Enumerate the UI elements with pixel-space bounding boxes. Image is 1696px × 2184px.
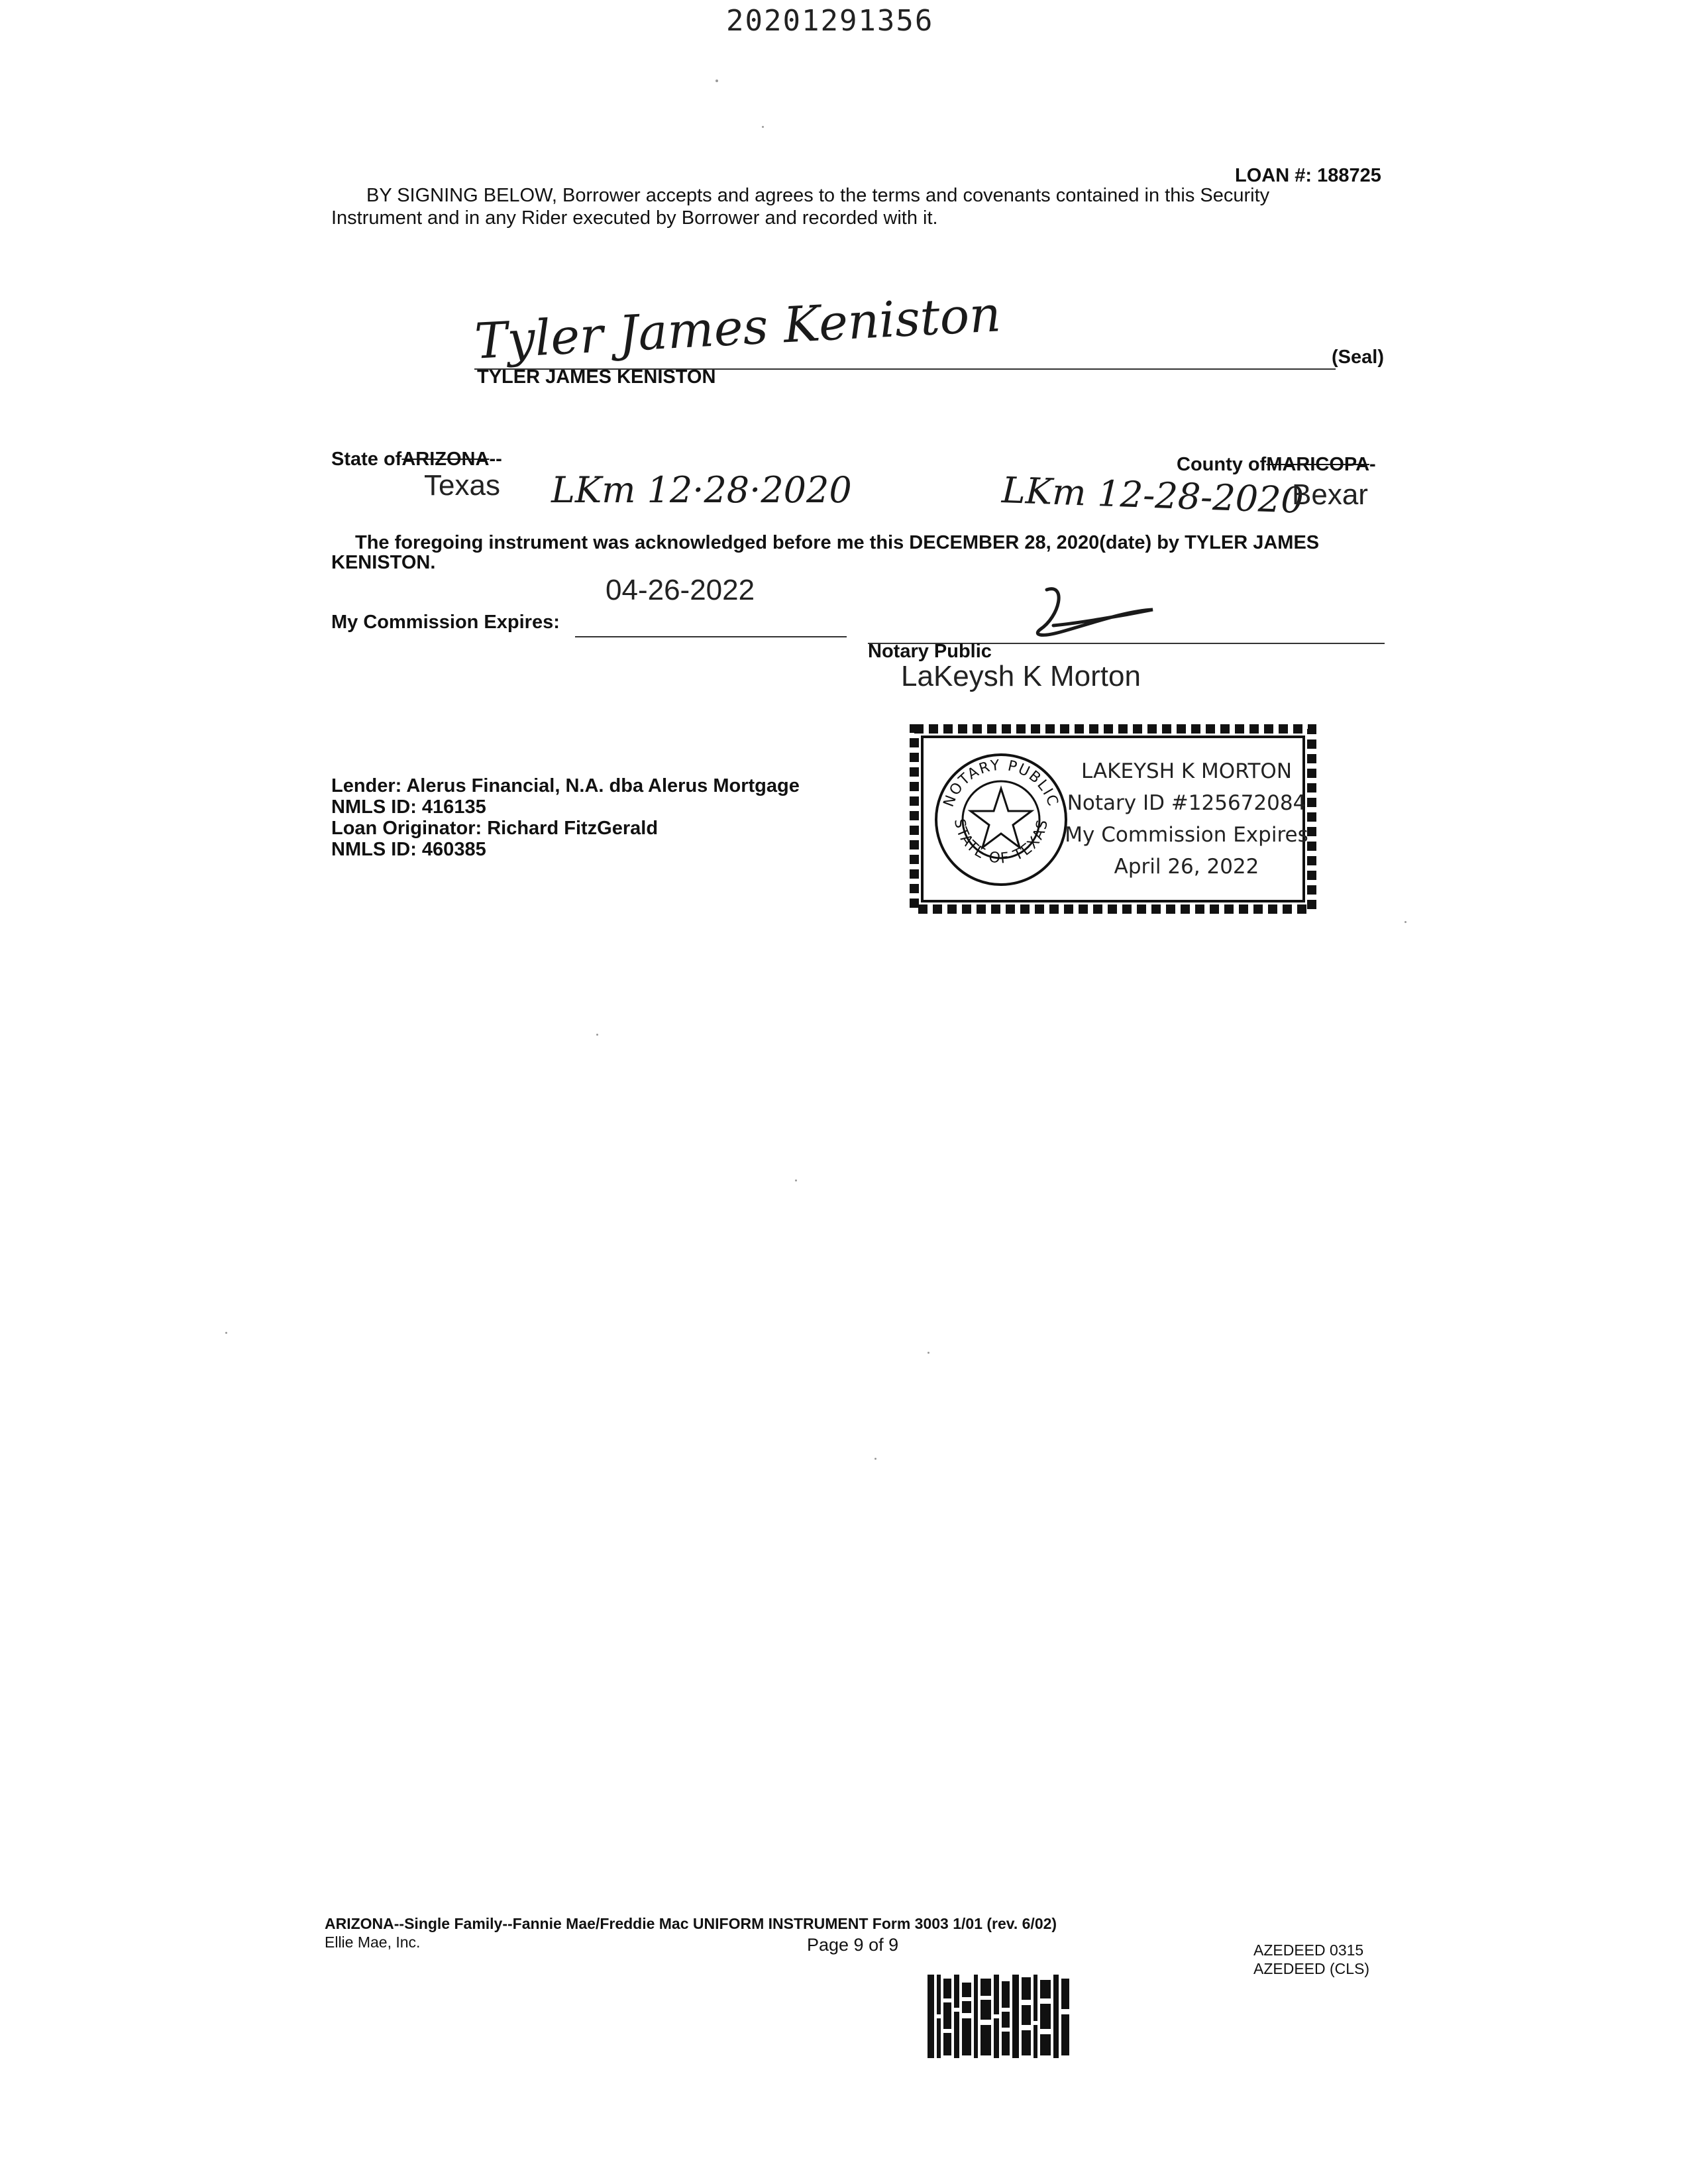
commission-expires-label: My Commission Expires: <box>331 612 560 633</box>
footer-page: Page 9 of 9 <box>807 1935 899 1955</box>
scan-speck <box>795 1179 797 1181</box>
county-initials: LKm 12-28-2020 <box>1001 469 1304 521</box>
notary-statement-line1: The foregoing instrument was acknowledged before me this DECEMBER 28, 2020(date) by TYLER JAMES <box>355 532 1320 553</box>
county-label: County of <box>1177 454 1267 475</box>
borrower-name: TYLER JAMES KENISTON <box>477 366 716 388</box>
county-of-label <box>1177 453 1376 476</box>
state-label: State of <box>331 449 402 470</box>
state-of-label <box>331 448 502 470</box>
scan-speck <box>716 80 718 82</box>
scan-speck <box>596 1034 598 1036</box>
lender-line: Lender: Alerus Financial, N.A. dba Alerus Mortgage <box>331 775 800 796</box>
barcode-icon <box>925 1972 1076 2061</box>
loan-originator-line: Loan Originator: Richard FitzGerald <box>331 818 659 839</box>
stamp-ring-bottom: STATE OF TEXAS <box>950 817 1052 867</box>
svg-text:STATE OF TEXAS <box>951 818 1051 867</box>
originator-nmls: NMLS ID: 460385 <box>331 839 486 860</box>
stamp-expires-label: My Commission Expires <box>1065 823 1308 847</box>
state-initials: LKm 12·28·2020 <box>551 469 852 511</box>
loan-number-label: LOAN #: <box>1235 165 1312 186</box>
scan-speck <box>762 126 764 128</box>
lender-nmls: NMLS ID: 416135 <box>331 796 486 818</box>
state-dashes: -- <box>489 449 502 470</box>
loan-number <box>1235 164 1381 187</box>
state-struck: ARIZONA <box>401 449 490 470</box>
borrower-signature: Tyler James Keniston <box>473 286 1002 370</box>
svg-text:NOTARY PUBLIC <box>941 757 1061 810</box>
scan-speck <box>874 1458 876 1460</box>
notary-printed-name: LaKeysh K Morton <box>901 660 1141 692</box>
notary-seal-icon <box>931 750 1071 889</box>
stamp-ring-top: NOTARY PUBLIC <box>940 757 1062 810</box>
seal-label: (Seal) <box>1332 347 1384 368</box>
stamp-expires-date: April 26, 2022 <box>1114 855 1259 879</box>
footer-code1: AZEDEED 0315 <box>1253 1941 1364 1959</box>
notary-signature <box>1020 576 1166 649</box>
scan-speck <box>928 1352 929 1354</box>
commission-line <box>575 636 847 637</box>
county-struck: MARICOPA <box>1266 454 1370 475</box>
commission-date-written: 04-26-2022 <box>606 574 755 606</box>
scan-speck <box>1404 921 1406 923</box>
footer-form-line: ARIZONA--Single Family--Fannie Mae/Freddie Mac UNIFORM INSTRUMENT Form 3003 1/01 (rev. 6/02) <box>325 1915 1057 1932</box>
stamp-details <box>1064 755 1309 883</box>
footer-company: Ellie Mae, Inc. <box>325 1934 421 1951</box>
document-number: 20201291356 <box>726 4 934 38</box>
state-written: Texas <box>424 469 500 502</box>
stamp-notary-id: Notary ID #125672084 <box>1067 791 1306 815</box>
county-written: Bexar <box>1292 478 1368 511</box>
borrower-acknowledgment-line1: BY SIGNING BELOW, Borrower accepts and agrees to the terms and covenants contained in this Security <box>366 185 1270 206</box>
notary-statement-line2: KENISTON. <box>331 552 436 573</box>
scan-speck <box>225 1332 227 1334</box>
stamp-name: LAKEYSH K MORTON <box>1081 759 1293 783</box>
notary-stamp <box>908 722 1318 916</box>
notary-public-label: Notary Public <box>868 641 992 662</box>
lender-block <box>331 775 800 860</box>
borrower-acknowledgment-line2: Instrument and in any Rider executed by Borrower and recorded with it. <box>331 207 938 229</box>
footer-code2: AZEDEED (CLS) <box>1253 1960 1370 1977</box>
loan-number-value: 188725 <box>1317 165 1381 186</box>
county-dash: - <box>1369 454 1376 475</box>
